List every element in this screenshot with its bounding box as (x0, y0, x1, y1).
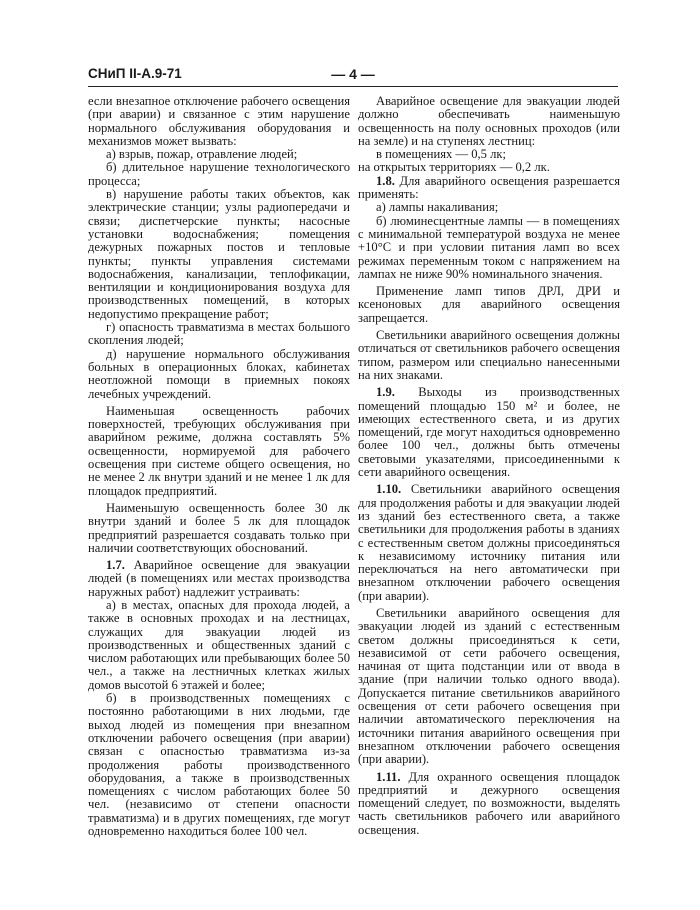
left-column (88, 95, 350, 838)
paragraph: Светильники аварийного освещения для продолжения работы и для эвакуации людей из зданий без естественного света, а также светильники для продолжения работы в зданиях с естественным светом должны присоединяться к независимому источнику питания или переключаться на него автоматически при внезапном отключении рабочего освещения (при аварии). (358, 482, 620, 603)
paragraph: Аварийное освещение для эвакуации людей (в помещениях или местах производства наружных работ) надлежит устраивать: (88, 558, 350, 599)
right-column (358, 95, 620, 837)
section-number: 1.11. (376, 769, 401, 784)
page-number: — 4 — (331, 66, 375, 82)
list-item: а) лампы накаливания; (376, 200, 499, 215)
paragraph: Наименьшую освещенность более 30 лк внутри зданий и более 5 лк для площадок предприятий разрешается создавать только при наличии соответствующих обоснований. (88, 500, 350, 555)
list-item: б) в производственных помещениях с постоянно работающими в них людьми, где выход людей из помещения при внезапном отключении рабочего освещения (при аварии) связан с опасностью травматизма из-за продолжения работы производственного оборудования, а также в производственных помещениях с числом работающих более 50 чел. (независимо от степени опасности травматизма) и в других помещениях, где могут одновременно находиться более 100 чел. (88, 691, 350, 839)
paragraph: Аварийное освещение для эвакуации людей должно обеспечивать наименьшую освещенность на полу основных проходов (или на земле) и на ступенях лестниц: (358, 94, 620, 148)
paragraph: Для аварийного освещения разрешается применять: (358, 173, 620, 202)
header-rule (88, 86, 618, 87)
section-number: 1.10. (376, 482, 402, 497)
paragraph: Светильники аварийного освещения должны отличаться от светильников рабочего освещения типом, размером или специально нанесенными на них знаками. (358, 328, 620, 382)
paragraph: Наименьшая освещенность рабочих поверхностей, требующих обслуживания при аварийном режиме, должна составлять 5% освещенности, нормируемой для рабочего освещения при системе общего освещения, но не менее 2 лк внутри зданий и не менее 1 лк для площадок предприятий. (88, 403, 350, 498)
list-item: в) нарушение работы таких объектов, как электрические станции; узлы радиопередачи и связи; диспетчерские пункты; насосные установки водоснабжения; помещения дежурных пожарных постов и тепловые пункты; пункты управления системами водоснабжения, канализации, теплофикации, вентиляции и кондиционирования воздуха для производственных помещений, в которых недопустимо прекращение работ; (88, 187, 350, 321)
paragraph: Применение ламп типов ДРЛ, ДРИ и ксеноновых для аварийного освещения запрещается. (358, 284, 620, 325)
section-1-10 (358, 483, 620, 603)
list-item: на открытых территориях — 0,2 лк. (358, 160, 550, 175)
section-1-9 (358, 386, 620, 479)
paragraph: Светильники аварийного освещения для эвакуации людей из зданий с естественным светом должны присоединяться к сети, независимой от сети рабочего освещения, начиная от щита подстанции или от ввода в здание (при наличии только одного ввода). Допускается питание светильников аварийного освещения от сети рабочего освещения при наличии автоматического переключения на источники питания аварийного освещения при внезапном отключении рабочего освещения (при аварии). (358, 605, 620, 767)
paragraph: Для охранного освещения площадок предприятий и дежурного освещения помещений следует, по возможности, выделять часть светильников рабочего или аварийного освещения. (358, 769, 621, 837)
list-item: б) люминесцентные лампы — в помещениях с минимальной температурой воздуха не менее +10°С и при условии питания ламп во всех режимах переменным током с напряжением на лампах не ниже 90% номинального значения. (358, 213, 620, 281)
list-item: б) длительное нарушение технологического процесса; (88, 160, 350, 188)
section-1-7 (88, 559, 350, 599)
list-item: а) в местах, опасных для прохода людей, а также в основных проходах и на лестницах, служащих для эвакуации людей из производственных и общественных зданий с числом работающих или пребывающих более 50 чел., а также на лестничных клетках жилых домов высотой 6 этажей и более; (88, 597, 350, 692)
section-number: 1.9. (376, 385, 395, 400)
page-header (88, 66, 618, 86)
paragraph: Выходы из производственных помещений площадью 150 м² и более, не имеющих естественного света, и из других помещений, где могут находиться одновременно более 100 чел., должны быть отмечены световыми указателями, присоединенными к сети аварийного освещения. (358, 385, 620, 480)
section-1-8 (358, 175, 620, 202)
list-item: а) взрыв, пожар, отравление людей; (106, 147, 298, 162)
section-number: 1.8. (376, 173, 395, 188)
section-1-11 (358, 771, 620, 837)
list-item: д) нарушение нормального обслуживания больных в операционных блоках, кабинетах неотложной помощи в приемных покоях лечебных учреждений. (88, 346, 350, 401)
list-item: в помещениях — 0,5 лк; (376, 147, 506, 162)
document-code: СНиП II-А.9-71 (88, 66, 182, 81)
paragraph: если внезапное отключение рабочего освещения (при аварии) и связанное с этим нарушение нормального обслуживания оборудования и механизмов может вызвать: (88, 94, 350, 148)
section-number: 1.7. (106, 558, 125, 573)
list-item: г) опасность травматизма в местах большого скопления людей; (88, 320, 350, 348)
